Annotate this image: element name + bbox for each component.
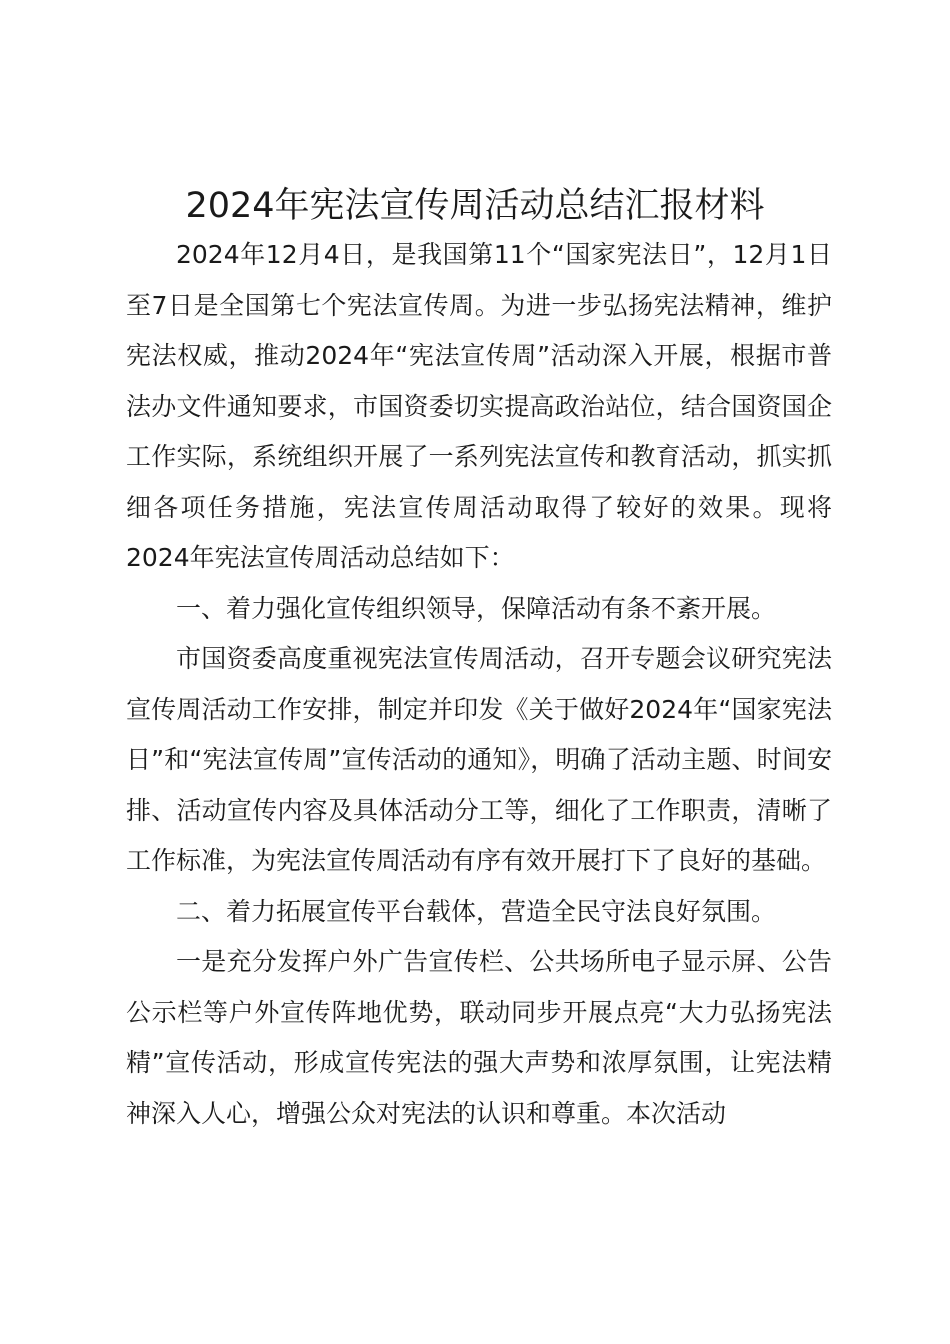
section-heading-1: 一、着力强化宣传组织领导，保障活动有条不紊开展。 xyxy=(176,593,777,623)
section-heading-2: 二、着力拓展宣传平台载体，营造全民守法良好氛围。 xyxy=(176,896,777,926)
paragraph-intro: 2024年12月4日，是我国第11个“国家宪法日”，12月1日至7日是全国第七个宪法宣传周。为进一步弘扬宪法精神，维护宪法权威，推动2024年“宪法宣传周”活动深入开展，根据市普法办文件通知要求，市国资委切实提高政治站位，结合国资国企工作实际，系统组织开展了一系列宪法宣传和教育活动，抓实抓细各项任务措施，宪法宣传周活动取得了较好的效果。现将2024年宪法宣传周活动总结如下： xyxy=(126,240,832,572)
document-title: 2024年宪法宣传周活动总结汇报材料 xyxy=(185,186,765,226)
paragraph-section-1: 市国资委高度重视宪法宣传周活动，召开专题会议研究宪法宣传周活动工作安排，制定并印发《关于做好2024年“国家宪法日”和“宪法宣传周”宣传活动的通知》，明确了活动主题、时间安排、活动宣传内容及具体活动分工等，细化了工作职责，清晰了工作标准，为宪法宣传周活动有序有效开展打下了良好的基础。 xyxy=(126,644,832,875)
document-body xyxy=(126,230,832,1139)
paragraph-section-2: 一是充分发挥户外广告宣传栏、公共场所电子显示屏、公告公示栏等户外宣传阵地优势，联动同步开展点亮“大力弘扬宪法精”宣传活动，形成宣传宪法的强大声势和浓厚氛围，让宪法精神深入人心，增强公众对宪法的认识和尊重。本次活动 xyxy=(126,947,832,1128)
